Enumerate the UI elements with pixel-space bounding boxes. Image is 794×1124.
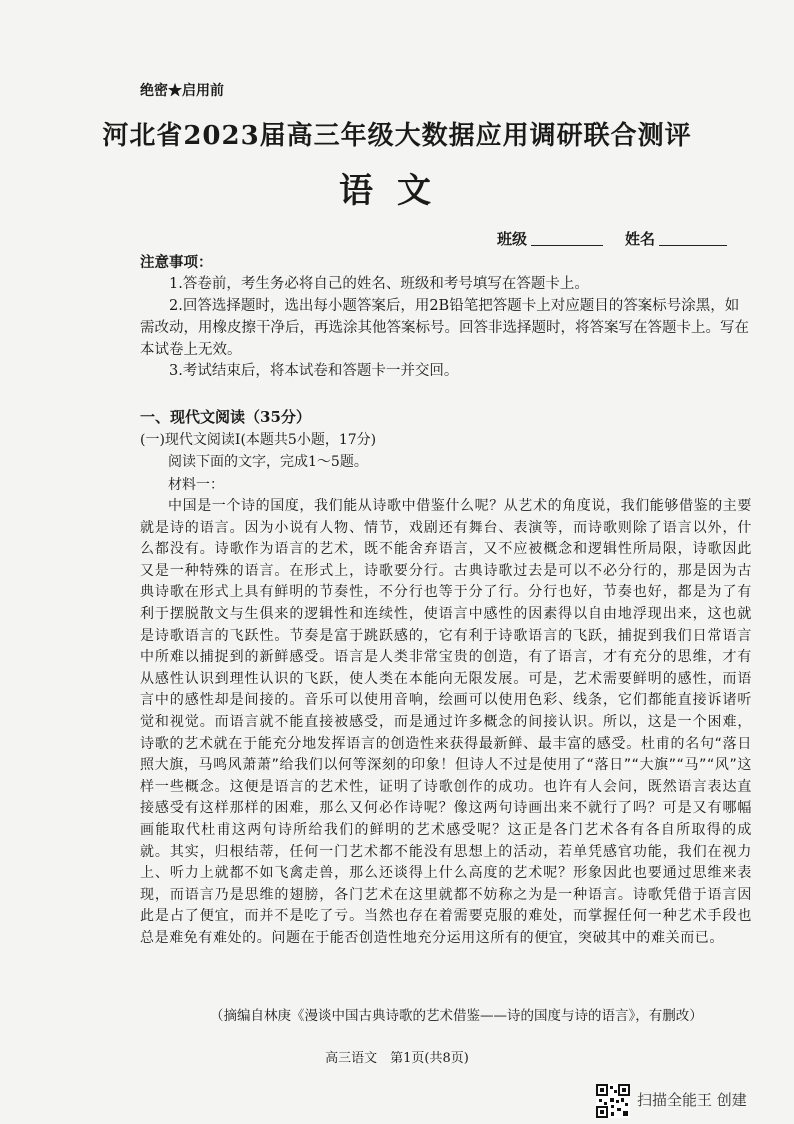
page-footer: 高三语文 第1页(共8页) [325, 1051, 469, 1066]
class-field [497, 228, 603, 249]
notice-heading: 注意事项： [140, 254, 213, 271]
confidential-mark: 绝密★启用前 [140, 83, 224, 99]
passage-source: （摘编自林庚《漫谈中国古典诗歌的艺术借鉴——诗的国度与诗的语言》，有删改） [210, 1008, 703, 1024]
instruction: 阅读下面的文字，完成1～5题。 [168, 454, 368, 470]
class-blank [531, 231, 603, 246]
name-blank [659, 231, 727, 246]
material-label: 材料一： [168, 477, 224, 493]
name-label: 姓名 [625, 230, 656, 248]
reading-passage: 中国是一个诗的国度，我们能从诗歌中借鉴什么呢？从艺术的角度说，我们能够借鉴的主要就是诗的语言。因为小说有人物、情节，戏剧还有舞台、表演等，而诗歌则除了语言以外，什么都没有。诗歌作为语言的艺术，既不能舍弃语言，又不应被概念和逻辑性所局限，诗歌因此又是一种特殊的语言。在形式上，诗歌要分行。古典诗歌过去是可以不必分行的，那是因为古典诗歌在形式上具有鲜明的节奏性，不分行也等于分了行。分行也好，节奏也好，都是为了有利于摆脱散文与生俱来的逻辑性和连续性，使语言中感性的因素得以自由地浮现出来，这也就是诗歌语言的飞跃性。节奏是富于跳跃感的，它有利于诗歌语言的飞跃，捕捉到我们日常语言中所难以捕捉到的新鲜感受。语言是人类非常宝贵的创造，有了语言，才有充分的思维，才有从感性认识到理性认识的飞跃，使人类在本能向无限发展。可是，艺术需要鲜明的感性，而语言中的感性却是间接的。音乐可以使用音响，绘画可以使用色彩、线条，它们都能直接诉诸听觉和视觉。而语言就不能直接被感受，而是通过许多概念的间接认识。所以，这是一个困难，诗歌的艺术就在于能充分地发挥语言的创造性来获得最新鲜、最丰富的感受。杜甫的名句“落日照大旗，马鸣风萧萧”给我们以何等深刻的印象！但诗人不过是使用了“落日”“大旗”“马”“风”这样一些概念。这便是语言的艺术性，证明了诗歌创作的成功。也许有人会问，既然语言表达直接感受有这样那样的困难，那么又何必作诗呢？像这两句诗画出来不就行了吗？可是又有哪幅画能取代杜甫这两句诗所给我们的鲜明的艺术感受呢？这正是各门艺术各有各自所取得的成就。其实，归根结蒂，任何一门艺术都不能没有思想上的活动，若单凭感官功能，我们在视力上、听力上就都不如飞禽走兽，那么还谈得上什么高度的艺术呢？形象因此也要通过思维来表现，而语言乃是思维的翅膀，各门艺术在这里就都不妨称之为是一种语言。诗歌凭借于语言因此是占了便宜，而并不是吃了亏。当然也存在着需要克服的难处，而掌握任何一种艺术手段也总是难免有难处的。问题在于能否创造性地充分运用这所有的便宜，突破其中的难关而已。 [140, 498, 752, 946]
name-field [625, 228, 727, 249]
class-label: 班级 [497, 230, 528, 248]
notice-item: 3.考试结束后，将本试卷和答题卡一并交回。 [169, 363, 459, 379]
notice-item: 2.回答选择题时，选出每小题答案后，用2B铅笔把答题卡上对应题目的答案标号涂黑，如需改动，用橡皮擦干净后，再选涂其他答案标号。回答非选择题时，将答案写在答题卡上。写在本试卷上无效。 [140, 298, 749, 358]
exam-title: 河北省2023届高三年级大数据应用调研联合测评 [102, 121, 692, 151]
subsection-heading: (一)现代文阅读Ⅰ(本题共5小题，17分) [140, 432, 377, 448]
section-heading: 一、现代文阅读（35分） [140, 408, 311, 426]
notice-item: 1.答卷前，考生务必将自己的姓名、班级和考号填写在答题卡上。 [169, 276, 589, 292]
scanner-watermark: 扫描全能王 创建 [637, 1091, 747, 1109]
qr-code-icon [596, 1084, 630, 1118]
subject-title: 语文 [339, 171, 455, 211]
